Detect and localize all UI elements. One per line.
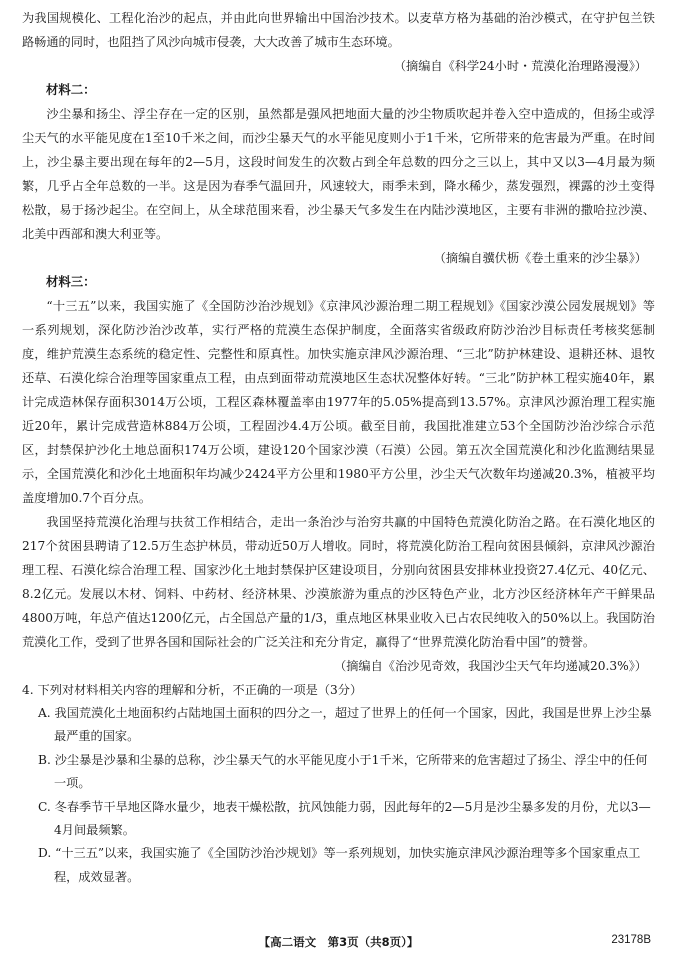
intro-source: （摘编自《科学24小时・荒漠化治理路漫漫》） — [393, 59, 647, 73]
material-3-heading: 材料三： — [46, 274, 96, 289]
question-4-stem: 4. 下列对材料相关内容的理解和分析，不正确的一项是（3分） — [22, 683, 363, 697]
page-footer — [0, 934, 677, 954]
intro-paragraph: 为我国规模化、工程化治沙的起点，并由此向世界输出中国治沙技术。以麦草方格为基础的治沙模式，在守护包兰铁路畅通的同时，也阻挡了风沙向城市侵袭，大大改善了城市生态环境。 — [22, 11, 655, 49]
question-4-option-c: C. 冬春季节干旱地区降水量少，地表干燥松散，抗风蚀能力弱，因此每年的2—5月是沙尘暴多发的月份，尤以3—4月间最频繁。 — [38, 799, 651, 838]
footer-exam-code: 23178B — [611, 934, 651, 946]
material-3-source: （摘编自《治沙见奇效，我国沙尘天气年均递减20.3%》） — [334, 659, 647, 673]
material-3-paragraph-2: 我国坚持荒漠化治理与扶贫工作相结合，走出一条治沙与治穷共赢的中国特色荒漠化防治之路。在石漠化地区的217个贫困县聘请了12.5万生态护林员，带动近50万人增收。同时，将荒漠化防治工程向贫困县倾斜，京津风沙源治理工程、石漠化综合治理工程、国家沙化土地封禁保护区建设项目，分别向贫困县安排林业投资27.4亿元、40亿元、8.2亿元。发展以木材、饲料、中药材、经济林果、沙漠旅游为重点的沙区特色产业，北方沙区经济林年产干鲜果品4800万吨，年总产值达1200亿元，占全国总产量的1/3，重点地区林果业收入已占农民纯收入的50%以上。我国防治荒漠化工作，受到了世界各国和国际社会的广泛关注和充分肯定，赢得了“世界荒漠化防治看中国”的赞誉。 — [22, 515, 655, 649]
question-4-option-d: D. “十三五”以来，我国实施了《全国防沙治沙规划》等一系列规划，加快实施京津风沙源治理等多个国家重点工程，成效显著。 — [38, 846, 641, 884]
material-3-paragraph-1: “十三五”以来，我国实施了《全国防沙治沙规划》《京津风沙源治理二期工程规划》《国家沙漠公园发展规划》等一系列规划，深化防沙治沙改革，实行严格的荒漠生态保护制度，全面落实省级政府防沙治沙目标责任考核奖惩制度，维护荒漠生态系统的稳定性、完整性和原真性。加快实施京津风沙源治理、“三北”防护林建设、退耕还林、退牧还草、石漠化综合治理等国家重点工程，由点到面带动荒漠地区生态状况整体好转。“三北”防护林工程实施40年，累计完成造林保存面积3014万公顷，工程区森林覆盖率由1977年的5.05%提高到13.57%。京津风沙源治理工程实施近20年，累计完成营造林884万公顷，工程固沙4.4万公顷。截至目前，我国批准建立53个全国防沙治沙综合示范区，封禁保护沙化土地总面积174万公顷，建设120个国家沙漠（石漠）公园。第五次全国荒漠化和沙化监测结果显示，全国荒漠化和沙化土地面积年均减少2424平方公里和1980平方公里，沙尘天气次数年均递减20.3%，植被平均盖度增加0.7个百分点。 — [22, 299, 655, 505]
material-2-source: （摘编自骥伏枥《卷土重来的沙尘暴》） — [433, 251, 647, 265]
question-4-option-b: B. 沙尘暴是沙暴和尘暴的总称，沙尘暴天气的水平能见度小于1千米，它所带来的危害超过了扬尘、浮尘中的任何一项。 — [38, 752, 648, 791]
material-2-paragraph: 沙尘暴和扬尘、浮尘存在一定的区别，虽然都是强风把地面大量的沙尘物质吹起并卷入空中造成的，但扬尘或浮尘天气的水平能见度在1至10千米之间，而沙尘暴天气的水平能见度则小于1千米，它所带来的危害最为严重。在时间上，沙尘暴主要出现在每年的2—5月，这段时间发生的次数占到全年总数的四分之三以上，其中又以3—4月最为频繁，几乎占全年总数的一半。这是因为春季气温回升，风速较大，雨季未到，降水稀少，蒸发强烈，裸露的沙土变得松散，易于扬沙起尘。在空间上，从全球范围来看，沙尘暴天气多发生在内陆沙漠地区，主要有非洲的撒哈拉沙漠、北美中西部和澳大利亚等。 — [22, 107, 655, 241]
question-4-option-a: A. 我国荒漠化土地面积约占陆地国土面积的四分之一，超过了世界上的任何一个国家，因此，我国是世界上沙尘暴最严重的国家。 — [38, 706, 652, 744]
footer-page-label: 【高二语文 第3页（共8页）】 — [258, 935, 419, 949]
material-2-heading: 材料二： — [46, 82, 96, 97]
